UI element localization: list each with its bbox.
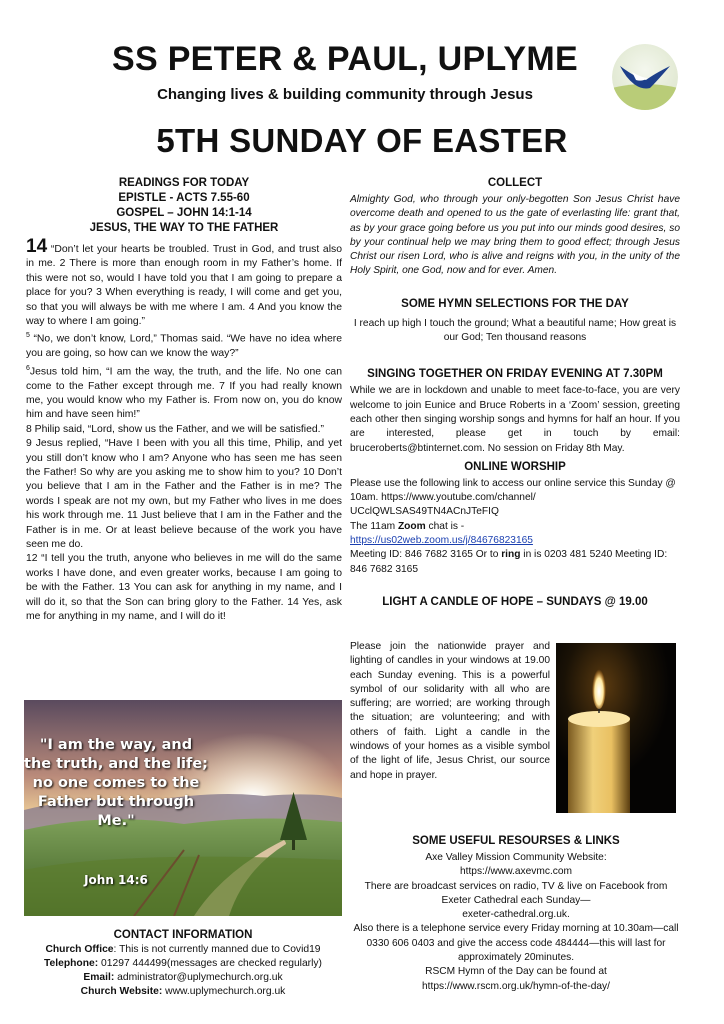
sunday-heading: 5TH SUNDAY OF EASTER (156, 122, 568, 159)
church-logo (612, 44, 678, 110)
candle-icon (556, 643, 676, 813)
readings-section (26, 176, 342, 625)
resources-line: Also there is a telephone service every Friday morning at 10.30am—call 0330 606 0403 and give the access code 484444—this will last for approximately 20minutes. (353, 923, 679, 964)
right-column (350, 176, 680, 610)
resources-line: There are broadcast services on radio, TV & live on Facebook from Exeter Cathedral each Sunday— (364, 880, 668, 906)
contact-section (24, 928, 342, 999)
contact-website: Church Website: www.uplymechurch.org.uk (80, 986, 286, 997)
contact-email: Email: administrator@uplymechurch.org.uk (83, 972, 283, 983)
zoom-link-row (350, 534, 680, 548)
reading-title: JESUS, THE WAY TO THE FATHER (89, 222, 279, 234)
contact-phone: Telephone: 01297 444499(messages are checked regularly) (44, 958, 322, 969)
candle-text: Please join the nationwide prayer and lighting of candles in your windows at 19.00 each Sunday evening. This is a powerful symbol of our solidarity with all who are suffering; are worried; are working through the situation; are volunteering; and with others of faith. Light a candle in the windows of your homes as a visible symbol of the light of life, Jesus Christ, our source and hope in prayer. (350, 641, 550, 781)
reading-paragraph: $^6$Jesus told him, “I am the way, the truth, and the life. No one can come to the Father except through me. 7 If you had really known me, you would know who my Father is. From now on, you do know him and have seen him!” (26, 364, 342, 421)
resources-line: RSCM Hymn of the Day can be found at (425, 966, 607, 978)
verse-number: 5 (26, 332, 30, 340)
reading-paragraph: 9 Jesus replied, “Have I been with you all this time, Philip, and yet you still don’t know who I am? Anyone who has seen me has seen the Father! So why are you asking me to show him to you? 10 Don’t you believe that I am in the Father and the Father is in me? The words I speak are not my own, but my Father who lives in me does his work through me. 11 Just believe that I am in the Father and the Father is in me. Or at least believe because of the work you have seen me do. (26, 438, 342, 551)
dove-logo-icon (612, 44, 678, 110)
resources-link[interactable]: exeter-cathedral.org.uk. (462, 909, 570, 921)
online-heading: ONLINE WORSHIP (464, 460, 566, 473)
hymns-text: I reach up high I touch the ground; What a beautiful name; How great is our God; Ten thousand reasons (353, 317, 677, 344)
online-line-1: Please use the following link to access our online service this Sunday @ 10am. https://www.youtube.com/channel/ UCclQWLSAS49TN4ACnJTeFIQ (350, 477, 676, 518)
online-line-2: The 11am Zoom chat is - (350, 520, 465, 532)
resources-line: Axe Valley Mission Community Website: (425, 852, 607, 863)
reading-paragraph: 8 Philip said, “Lord, show us the Father, and we will be satisfied.” (26, 423, 325, 435)
contact-heading: CONTACT INFORMATION (113, 929, 253, 941)
hymns-heading: SOME HYMN SELECTIONS FOR THE DAY (401, 297, 629, 310)
reading-paragraph: 14 “Don’t let your hearts be troubled. Trust in God, and trust also in me. 2 There is more than enough room in my Father’s home. If this were not so, would I have told you that I am going to prepare a place for you? 3 When everything is ready, I will come and get you, so that you will always be with me where I am. 4 And you know the way to where I am going.” (26, 236, 342, 328)
resources-link[interactable]: https://www.rscm.org.uk/hymn-of-the-day/ (422, 980, 610, 992)
reading-paragraph: 12 “I tell you the truth, anyone who believes in me will do the same works I have done, and even greater works, because I am going to be with the Father. 13 You can ask for anything in my name, and I will do it, so that the Son can bring glory to the Father. 14 Yes, ask me for anything in my name, and I will do it! (26, 553, 342, 623)
collect-heading: COLLECT (487, 177, 543, 189)
online-line-3: Meeting ID: 846 7682 3165 Or to ring in is 0203 481 5240 Meeting ID: 846 7682 3165 (350, 549, 668, 575)
singing-heading: SINGING TOGETHER ON FRIDAY EVENING AT 7.30PM (367, 368, 663, 381)
gospel-heading: GOSPEL – JOHN 14:1-14 (116, 207, 252, 219)
gospel-text (26, 236, 342, 625)
zoom-link[interactable]: https://us02web.zoom.us/j/84676823165 (350, 535, 533, 547)
collect-text: Almighty God, who through your only-begotten Son Jesus Christ have overcome death and opened to us the gate of everlasting life: grant that, as by your grace going before us you put into our minds good desires, so by your continual help we may bring them to good effect; through Jesus Christ our risen Lord, who is alive and reigns with you, in the unity of the Holy Spirit, one God, now and for ever. Amen. (350, 194, 680, 277)
singing-text: While we are in lockdown and unable to meet face-to-face, you are very welcome to join Eunice and Bruce Roberts in a ‘Zoom’ session, greeting each other then singing worship songs and hymns for half an hour. If you are interested, please get in touch by email: bruceroberts@btinternet.com. No session on Friday 8th May. (350, 385, 680, 454)
resources-section (352, 834, 680, 994)
resources-link[interactable]: https://www.axevmc.com (459, 866, 573, 878)
verse-number: 6 (26, 364, 30, 372)
readings-heading: READINGS FOR TODAY (118, 177, 250, 189)
candle-heading: LIGHT A CANDLE OF HOPE – SUNDAYS @ 19.00 (382, 595, 648, 608)
page-subtitle: Changing lives & building community through Jesus (157, 86, 533, 103)
epistle-heading: EPISTLE - ACTS 7.55-60 (118, 192, 250, 204)
candle-image (556, 643, 676, 813)
reading-paragraph: $^5$ “No, we don’t know, Lord,” Thomas said. “We have no idea where you are going, so how can we know the way?” (26, 332, 342, 360)
resources-heading: SOME USEFUL RESOURSES & LINKS (412, 835, 620, 847)
contact-office: Church Office: This is not currently manned due to Covid19 (45, 944, 321, 955)
verse-number: 14 (26, 236, 48, 257)
scripture-quote: "I am the way, and the truth, and the life; no one comes to the Father but through Me." (24, 737, 208, 829)
scripture-reference: John 14:6 (84, 873, 148, 887)
page-title: SS PETER & PAUL, UPLYME (112, 40, 578, 78)
scripture-photo (24, 700, 342, 916)
